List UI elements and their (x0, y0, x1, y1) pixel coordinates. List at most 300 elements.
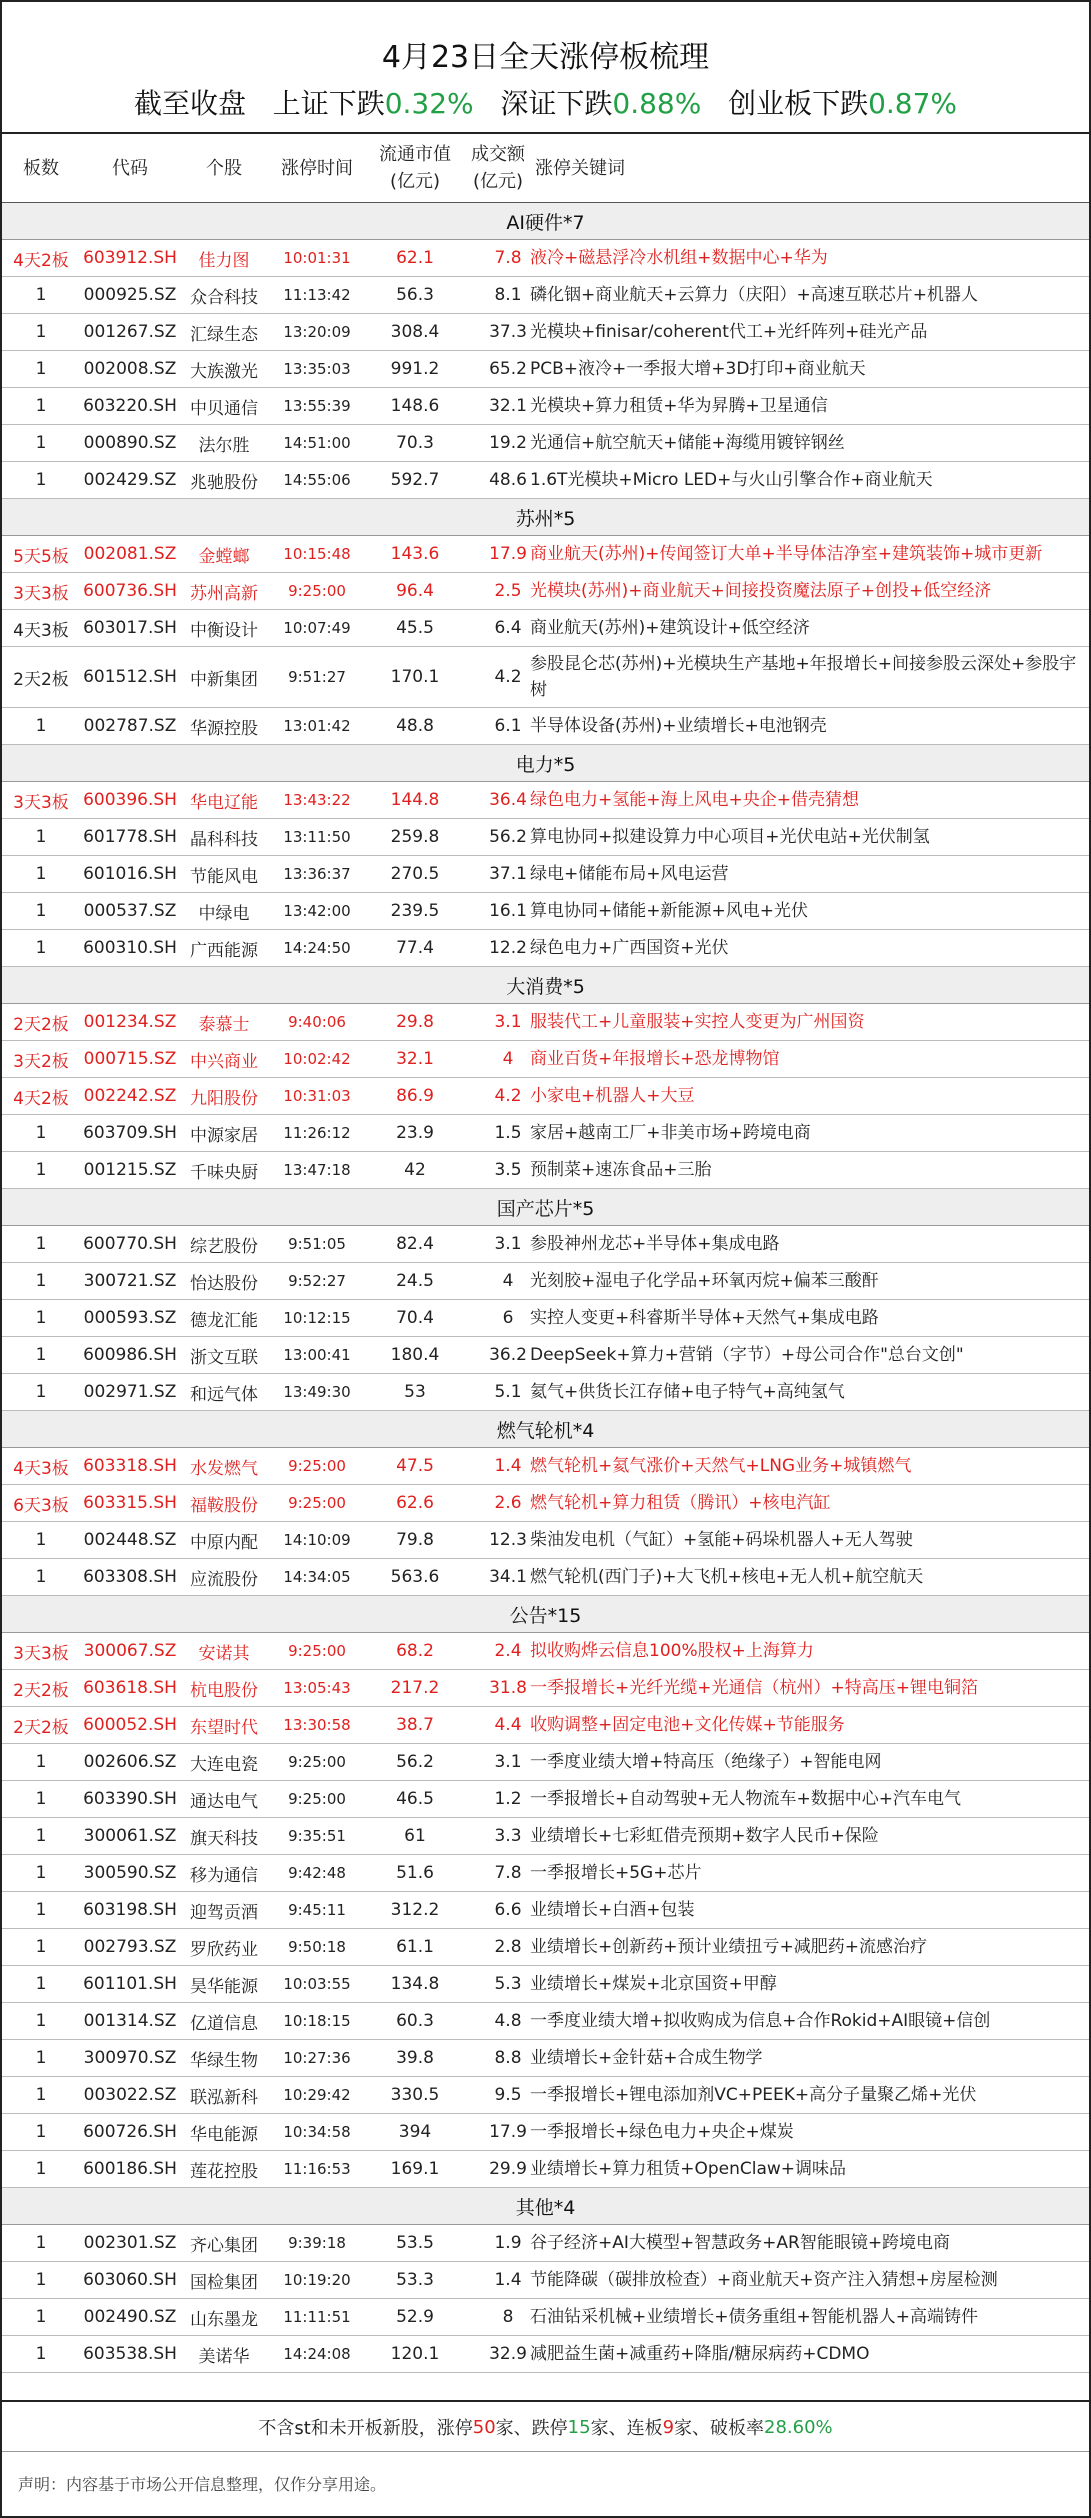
cell-board: 1 (35, 1900, 47, 1920)
section-header: 大消费*5 (2, 967, 1089, 1004)
cy-value: 0.87% (868, 87, 958, 120)
sz-value: 0.88% (612, 87, 702, 120)
cell-board: 1 (35, 2085, 47, 2105)
cell-name: 通达电气 (190, 1791, 258, 1812)
cell-board: 1 (35, 1863, 47, 1883)
cell-vol: 2.8 (494, 1937, 522, 1957)
cell-cap: 170.1 (390, 667, 440, 687)
cell-name: 水发燃气 (190, 1458, 258, 1479)
cell-kw: 收购调整+固定电池+文化传媒+节能服务 (530, 1714, 845, 1735)
cell-board: 1 (35, 285, 47, 305)
section-header: 燃气轮机*4 (2, 1411, 1089, 1448)
cell-kw: 光模块+finisar/coherent代工+光纤阵列+硅光产品 (530, 321, 928, 342)
page-header (2, 2, 1089, 134)
cell-time: 14:24:08 (283, 2345, 351, 2363)
cell-vol: 4.4 (494, 1715, 522, 1735)
table-row (2, 1226, 1089, 1263)
table-row (2, 462, 1089, 499)
cell-time: 10:01:31 (283, 249, 351, 267)
col-vol: 成交额 (亿元) (471, 144, 525, 192)
cell-cap: 217.2 (390, 1678, 440, 1698)
cell-code: 603017.SH (83, 618, 177, 638)
cell-kw: 预制菜+速冻食品+三胎 (530, 1159, 712, 1180)
cell-cap: 120.1 (390, 2344, 440, 2364)
cell-board: 3天3板 (13, 583, 69, 604)
cell-cap: 52.9 (396, 2307, 434, 2327)
cell-cap: 46.5 (396, 1789, 434, 1809)
cell-code: 603538.SH (83, 2344, 177, 2364)
cell-vol: 12.2 (489, 938, 527, 958)
cell-cap: 48.8 (396, 716, 434, 736)
table-row (2, 425, 1089, 462)
cell-name: 中绿电 (198, 903, 250, 924)
cell-cap: 96.4 (396, 581, 434, 601)
cell-kw: 家居+越南工厂+非美市场+跨境电商 (530, 1122, 811, 1143)
cell-time: 13:42:00 (283, 902, 351, 920)
down-count: 15 (567, 2416, 591, 2438)
cell-time: 9:25:00 (288, 1790, 346, 1808)
cy-label: 创业板下跌 (728, 87, 869, 120)
cell-code: 600986.SH (83, 1345, 177, 1365)
cell-name: 兆驰股份 (190, 472, 258, 493)
break-rate: 28.60% (764, 2416, 833, 2438)
section-header: 公告*15 (2, 1596, 1089, 1633)
cell-time: 14:51:00 (283, 434, 351, 452)
cell-vol: 3.5 (494, 1160, 522, 1180)
cell-board: 1 (35, 827, 47, 847)
cell-board: 3天3板 (13, 792, 69, 813)
cell-time: 9:45:11 (288, 1901, 346, 1919)
cell-time: 9:25:00 (288, 582, 346, 600)
cell-time: 9:51:27 (288, 668, 346, 686)
cell-time: 9:52:27 (288, 1272, 346, 1290)
cell-cap: 61.1 (396, 1937, 434, 1957)
table-row (2, 1892, 1089, 1929)
table-row (2, 1707, 1089, 1744)
cell-kw: 光通信+航空航天+储能+海缆用镀锌钢丝 (530, 432, 845, 453)
cell-time: 11:26:12 (283, 1124, 351, 1142)
cell-cap: 270.5 (390, 864, 440, 884)
cell-name: 国检集团 (190, 2272, 258, 2293)
cell-cap: 394 (398, 2122, 432, 2142)
cell-vol: 1.9 (494, 2233, 522, 2253)
up-count: 50 (472, 2416, 496, 2438)
cell-kw: 燃气轮机+算力租赁（腾讯）+核电汽缸 (530, 1492, 831, 1513)
cell-vol: 2.4 (494, 1641, 522, 1661)
table-row (2, 1744, 1089, 1781)
cell-code: 600770.SH (83, 1234, 177, 1254)
sh-label: 上证下跌 (272, 87, 385, 120)
cell-time: 13:30:58 (283, 1716, 351, 1734)
cell-board: 1 (35, 1974, 47, 1994)
cell-board: 4天2板 (13, 1088, 69, 1109)
cell-kw: 一季度业绩大增+拟收购成为信息+合作Rokid+AI眼镜+信创 (530, 2010, 991, 2031)
cell-name: 福鞍股份 (190, 1495, 258, 1516)
cell-vol: 9.5 (494, 2085, 522, 2105)
cell-vol: 12.3 (489, 1530, 527, 1550)
cell-board: 1 (35, 2233, 47, 2253)
cell-vol: 31.8 (489, 1678, 527, 1698)
cell-code: 001215.SZ (83, 1160, 177, 1180)
cell-name: 广西能源 (190, 940, 258, 961)
cell-code: 000593.SZ (83, 1308, 177, 1328)
cell-time: 10:31:03 (283, 1087, 351, 1105)
cell-code: 300067.SZ (83, 1641, 177, 1661)
cell-time: 11:16:53 (283, 2160, 351, 2178)
cell-code: 001234.SZ (83, 1012, 177, 1032)
cell-time: 9:35:51 (288, 1827, 346, 1845)
cell-kw: 柴油发电机（气缸）+氢能+码垛机器人+无人驾驶 (530, 1529, 913, 1550)
cell-board: 1 (35, 901, 47, 921)
table-row (2, 647, 1089, 708)
cell-kw: 一季度业绩大增+特高压（绝缘子）+智能电网 (530, 1751, 882, 1772)
cell-code: 002793.SZ (83, 1937, 177, 1957)
cell-time: 10:03:55 (283, 1975, 351, 1993)
cell-board: 1 (35, 2307, 47, 2327)
cell-board: 1 (35, 1789, 47, 1809)
cell-kw: 磷化铟+商业航天+云算力（庆阳）+高速互联芯片+机器人 (530, 284, 978, 305)
cell-board: 1 (35, 2344, 47, 2364)
cell-board: 1 (35, 938, 47, 958)
cell-vol: 37.3 (489, 322, 527, 342)
cell-vol: 8.8 (494, 2048, 522, 2068)
cell-cap: 56.2 (396, 1752, 434, 1772)
cell-vol: 8 (502, 2307, 514, 2327)
cell-kw: 算电协同+储能+新能源+风电+光伏 (530, 900, 808, 921)
cell-kw: 商业百货+年报增长+恐龙博物馆 (530, 1048, 780, 1069)
table-row (2, 1633, 1089, 1670)
cell-kw: 业绩增长+煤炭+北京国资+甲醇 (530, 1973, 777, 1994)
cell-code: 002448.SZ (83, 1530, 177, 1550)
cell-time: 9:25:00 (288, 1494, 346, 1512)
cell-vol: 4 (502, 1049, 514, 1069)
cell-code: 002429.SZ (83, 470, 177, 490)
cell-board: 4天2板 (13, 250, 69, 271)
cell-vol: 1.2 (494, 1789, 522, 1809)
cell-name: 浙文互联 (190, 1347, 258, 1368)
cell-name: 大连电瓷 (190, 1754, 258, 1775)
cell-kw: 半导体设备(苏州)+业绩增长+电池钢壳 (530, 715, 827, 736)
cell-name: 节能风电 (190, 866, 258, 887)
cell-name: 泰慕士 (198, 1014, 250, 1035)
cell-cap: 312.2 (390, 1900, 440, 1920)
cell-board: 1 (35, 2159, 47, 2179)
cell-vol: 6.6 (494, 1900, 522, 1920)
cell-board: 1 (35, 1271, 47, 1291)
cell-code: 601512.SH (83, 667, 177, 687)
cell-cap: 23.9 (396, 1123, 434, 1143)
cell-board: 4天3板 (13, 1458, 69, 1479)
table-row (2, 2225, 1089, 2262)
table-row (2, 240, 1089, 277)
cell-time: 10:34:58 (283, 2123, 351, 2141)
table-row (2, 2262, 1089, 2299)
cell-time: 10:18:15 (283, 2012, 351, 2030)
cell-board: 1 (35, 1567, 47, 1587)
cell-name: 华电能源 (190, 2124, 258, 2145)
table-row (2, 2151, 1089, 2188)
disclaimer: 声明：内容基于市场公开信息整理，仅作分享用途。 (2, 2451, 1089, 2514)
cell-kw: 燃气轮机(西门子)+大飞机+核电+无人机+航空航天 (530, 1566, 924, 1587)
table-row (2, 708, 1089, 745)
cell-time: 14:24:50 (283, 939, 351, 957)
col-time: 涨停时间 (281, 157, 353, 179)
cell-name: 汇绿生态 (190, 324, 258, 345)
cell-vol: 6.4 (494, 618, 522, 638)
cell-code: 003022.SZ (83, 2085, 177, 2105)
cell-name: 罗欣药业 (190, 1939, 258, 1960)
table-row (2, 2040, 1089, 2077)
cell-board: 1 (35, 1826, 47, 1846)
cell-time: 13:00:41 (283, 1346, 351, 1364)
cell-name: 中源家居 (190, 1125, 258, 1146)
cell-cap: 144.8 (390, 790, 440, 810)
cell-board: 1 (35, 1160, 47, 1180)
cell-name: 大族激光 (190, 361, 258, 382)
cell-cap: 70.4 (396, 1308, 434, 1328)
cell-board: 2天2板 (13, 1717, 69, 1738)
table-row (2, 2336, 1089, 2373)
cell-cap: 563.6 (390, 1567, 440, 1587)
table-row (2, 610, 1089, 647)
cell-code: 601778.SH (83, 827, 177, 847)
cell-name: 综艺股份 (190, 1236, 258, 1257)
cell-code: 603308.SH (83, 1567, 177, 1587)
cell-cap: 47.5 (396, 1456, 434, 1476)
cell-board: 1 (35, 396, 47, 416)
cell-time: 10:29:42 (283, 2086, 351, 2104)
cell-board: 1 (35, 1937, 47, 1957)
cell-vol: 1.4 (494, 1456, 522, 1476)
cell-time: 9:39:18 (288, 2234, 346, 2252)
cell-kw: 一季报增长+锂电添加剂VC+PEEK+高分子量聚乙烯+光伏 (530, 2084, 977, 2105)
cell-vol: 1.5 (494, 1123, 522, 1143)
cell-vol: 34.1 (489, 1567, 527, 1587)
cell-code: 603709.SH (83, 1123, 177, 1143)
cell-code: 603315.SH (83, 1493, 177, 1513)
cell-kw: 绿色电力+广西国资+光伏 (530, 937, 729, 958)
cell-kw: 节能降碳（碳排放检查）+商业航天+资产注入猜想+房屋检测 (530, 2269, 998, 2290)
cell-time: 9:50:18 (288, 1938, 346, 1956)
cell-name: 晶科科技 (190, 829, 258, 850)
table-row (2, 314, 1089, 351)
cell-cap: 56.3 (396, 285, 434, 305)
cell-board: 5天5板 (13, 546, 69, 567)
cell-code: 001267.SZ (83, 322, 177, 342)
cell-vol: 3.1 (494, 1752, 522, 1772)
col-board: 板数 (23, 157, 59, 179)
col-keywords: 涨停关键词 (535, 157, 625, 179)
cell-vol: 4 (502, 1271, 514, 1291)
footer-summary: 不含st和未开板新股，涨停 50 家、跌停 15 家、连板 9 家、破板率 28.60% (2, 2400, 1089, 2452)
table-row (2, 1929, 1089, 1966)
cell-kw: 实控人变更+科睿斯半导体+天然气+集成电路 (530, 1307, 879, 1328)
cell-vol: 6.1 (494, 716, 522, 736)
cell-board: 1 (35, 470, 47, 490)
cell-kw: 光模块+算力租赁+华为昇腾+卫星通信 (530, 395, 828, 416)
cell-cap: 53.5 (396, 2233, 434, 2253)
cell-code: 002301.SZ (83, 2233, 177, 2253)
cell-name: 佳力图 (198, 250, 250, 271)
cell-code: 603198.SH (83, 1900, 177, 1920)
cell-vol: 19.2 (489, 433, 527, 453)
cell-vol: 36.4 (489, 790, 527, 810)
cell-cap: 45.5 (396, 618, 434, 638)
cell-vol: 6 (502, 1308, 514, 1328)
cell-kw: 业绩增长+七彩虹借壳预期+数字人民币+保险 (530, 1825, 879, 1846)
cell-time: 10:12:15 (283, 1309, 351, 1327)
cell-code: 603220.SH (83, 396, 177, 416)
cell-time: 10:02:42 (283, 1050, 351, 1068)
col-name: 个股 (206, 157, 242, 179)
cell-time: 13:55:39 (283, 397, 351, 415)
cell-code: 600052.SH (83, 1715, 177, 1735)
cell-code: 002971.SZ (83, 1382, 177, 1402)
cell-name: 中兴商业 (190, 1051, 258, 1072)
cell-name: 千味央厨 (190, 1162, 258, 1183)
cell-kw: 1.6T光模块+Micro LED+与火山引擎合作+商业航天 (530, 469, 933, 490)
cell-cap: 308.4 (390, 322, 440, 342)
cell-name: 法尔胜 (198, 435, 250, 456)
cell-cap: 134.8 (390, 1974, 440, 1994)
cell-board: 1 (35, 359, 47, 379)
table-row (2, 1263, 1089, 1300)
cell-cap: 53 (404, 1382, 426, 1402)
streak-count: 9 (662, 2416, 675, 2438)
cell-time: 9:51:05 (288, 1235, 346, 1253)
cell-code: 603060.SH (83, 2270, 177, 2290)
table-row (2, 1855, 1089, 1892)
cell-vol: 4.2 (494, 1086, 522, 1106)
cell-name: 山东墨龙 (190, 2309, 258, 2330)
cell-time: 9:25:00 (288, 1753, 346, 1771)
cell-vol: 4.8 (494, 2011, 522, 2031)
cell-cap: 32.1 (396, 1049, 434, 1069)
table-row (2, 277, 1089, 314)
cell-board: 1 (35, 716, 47, 736)
cell-board: 1 (35, 1752, 47, 1772)
cell-code: 000890.SZ (83, 433, 177, 453)
summary-prefix: 截至收盘 (133, 87, 246, 120)
cell-name: 旗天科技 (190, 1828, 258, 1849)
cell-name: 华电辽能 (190, 792, 258, 813)
cell-kw: 石油钻采机械+业绩增长+债务重组+智能机器人+高端铸件 (530, 2306, 978, 2327)
page-title: 4月23日全天涨停板梳理 (381, 40, 710, 75)
cell-kw: 参股神州龙芯+半导体+集成电路 (530, 1233, 780, 1254)
table-row (2, 930, 1089, 967)
cell-vol: 7.8 (494, 248, 522, 268)
cell-board: 3天2板 (13, 1051, 69, 1072)
cell-code: 300970.SZ (83, 2048, 177, 2068)
cell-cap: 29.8 (396, 1012, 434, 1032)
cell-cap: 60.3 (396, 2011, 434, 2031)
cell-kw: 算电协同+拟建设算力中心项目+光伏电站+光伏制氢 (530, 826, 930, 847)
cell-kw: 服装代工+儿童服装+实控人变更为广州国资 (530, 1011, 865, 1032)
cell-board: 1 (35, 433, 47, 453)
col-code: 代码 (112, 157, 148, 179)
cell-name: 华绿生物 (190, 2050, 258, 2071)
cell-time: 9:42:48 (288, 1864, 346, 1882)
table-row (2, 536, 1089, 573)
table-row (2, 1374, 1089, 1411)
cell-board: 1 (35, 1345, 47, 1365)
cell-time: 13:47:18 (283, 1161, 351, 1179)
cell-vol: 3.3 (494, 1826, 522, 1846)
cell-name: 中原内配 (190, 1532, 258, 1553)
cell-board: 1 (35, 1234, 47, 1254)
table-row (2, 2077, 1089, 2114)
section-header: 其他*4 (2, 2188, 1089, 2225)
cell-vol: 2.6 (494, 1493, 522, 1513)
cell-board: 1 (35, 2048, 47, 2068)
cell-vol: 29.9 (489, 2159, 527, 2179)
cell-kw: 一季报增长+光纤光缆+光通信（杭州）+特高压+锂电铜箔 (530, 1677, 978, 1698)
table-row (2, 1485, 1089, 1522)
cell-cap: 169.1 (390, 2159, 440, 2179)
table-row (2, 1448, 1089, 1485)
table-body (2, 203, 1089, 2373)
table-row (2, 351, 1089, 388)
cell-cap: 38.7 (396, 1715, 434, 1735)
cell-name: 迎驾贡酒 (190, 1902, 258, 1923)
cell-vol: 56.2 (489, 827, 527, 847)
sz-label: 深证下跌 (500, 87, 613, 120)
cell-vol: 37.1 (489, 864, 527, 884)
cell-kw: 谷子经济+AI大模型+智慧政务+AR智能眼镜+跨境电商 (530, 2232, 951, 2253)
cell-kw: DeepSeek+算力+营销（字节）+母公司合作"总台文创" (530, 1344, 964, 1365)
cell-time: 10:15:48 (283, 545, 351, 563)
cell-name: 德龙汇能 (190, 1310, 258, 1331)
cell-code: 600310.SH (83, 938, 177, 958)
cell-vol: 48.6 (489, 470, 527, 490)
cell-cap: 143.6 (390, 544, 440, 564)
cell-time: 10:19:20 (283, 2271, 351, 2289)
table-row (2, 819, 1089, 856)
cell-code: 001314.SZ (83, 2011, 177, 2031)
cell-code: 603618.SH (83, 1678, 177, 1698)
cell-name: 联泓新科 (190, 2087, 258, 2108)
cell-code: 601016.SH (83, 864, 177, 884)
section-header: 国产芯片*5 (2, 1189, 1089, 1226)
cell-cap: 86.9 (396, 1086, 434, 1106)
cell-kw: 一季报增长+5G+芯片 (530, 1862, 702, 1883)
cell-kw: 减肥益生菌+减重药+降脂/糖尿病药+CDMO (530, 2343, 870, 2364)
cell-vol: 2.5 (494, 581, 522, 601)
table-row (2, 1818, 1089, 1855)
cell-time: 9:25:00 (288, 1642, 346, 1660)
cell-vol: 3.1 (494, 1012, 522, 1032)
cell-kw: 小家电+机器人+大豆 (530, 1085, 695, 1106)
cell-cap: 68.2 (396, 1641, 434, 1661)
cell-code: 300590.SZ (83, 1863, 177, 1883)
cell-code: 002008.SZ (83, 359, 177, 379)
cell-kw: 业绩增长+算力租赁+OpenClaw+调味品 (530, 2158, 847, 2179)
table-row (2, 1078, 1089, 1115)
cell-time: 10:07:49 (283, 619, 351, 637)
cell-kw: 商业航天(苏州)+传闻签订大单+半导体洁净室+建筑装饰+城市更新 (530, 543, 1043, 564)
cell-cap: 148.6 (390, 396, 440, 416)
table-header (2, 134, 1089, 203)
cell-cap: 61 (404, 1826, 426, 1846)
cell-board: 1 (35, 2011, 47, 2031)
cell-cap: 24.5 (396, 1271, 434, 1291)
cell-time: 13:43:22 (283, 791, 351, 809)
cell-name: 和远气体 (190, 1384, 258, 1405)
cell-vol: 5.3 (494, 1974, 522, 1994)
cell-cap: 70.3 (396, 433, 434, 453)
cell-name: 移为通信 (190, 1865, 258, 1886)
cell-name: 莲花控股 (190, 2161, 258, 2182)
